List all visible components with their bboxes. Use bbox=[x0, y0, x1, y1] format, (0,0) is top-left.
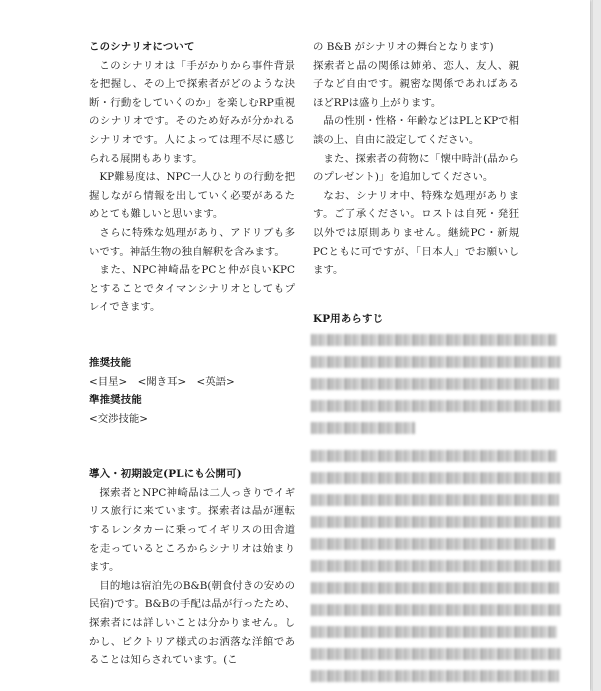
semi-recommended-skills-heading: 準推奨技能 bbox=[89, 394, 142, 407]
redacted-line bbox=[311, 626, 557, 638]
recommended-skills-heading: 推奨技能 bbox=[89, 356, 132, 369]
scenario-about-heading: このシナリオについて bbox=[89, 41, 195, 53]
redacted-line bbox=[311, 516, 561, 528]
special-rules-paragraph: なお、シナリオ中、特殊な処理があります。ご了承ください。ロストは自死・発狂以外では原則ありません。継続PC・新規PCともに可ですが、「日本人」でお願いします。 bbox=[313, 189, 519, 277]
spacer bbox=[89, 428, 295, 465]
spacer bbox=[89, 317, 295, 354]
semi-recommended-skills-list: <交渉技能> bbox=[89, 412, 148, 425]
intro-continuation: の B&B がシナリオの舞台となります) bbox=[313, 41, 494, 53]
about-paragraph-2: KP難易度は、NPC一人ひとりの行動を把握しながら情報を出していく必要があるためとても難しいと思います。 bbox=[89, 171, 295, 221]
character-settings-paragraph: 晶の性別・性格・年齢などはPLとKPで相談の上、自由に設定してください。 bbox=[313, 115, 519, 146]
right-column bbox=[313, 38, 519, 690]
redacted-line bbox=[311, 582, 559, 594]
redacted-line bbox=[311, 538, 555, 550]
about-paragraph-3: さらに特殊な処理があり、アドリブも多いです。神話生物の独自解釈を含みます。 bbox=[89, 226, 295, 258]
intro-heading: 導入・初期設定(PLにも公開可) bbox=[89, 468, 242, 481]
viewer-edge bbox=[592, 0, 601, 691]
pocket-watch-paragraph: また、探索者の荷物に「懐中時計(晶からのプレゼント)」を追加してください。 bbox=[313, 152, 519, 184]
spacer bbox=[313, 280, 519, 310]
redacted-line bbox=[311, 560, 561, 572]
redacted-line bbox=[311, 648, 561, 660]
redacted-line bbox=[311, 604, 561, 616]
kp-synopsis-heading: KP用あらすじ bbox=[313, 312, 384, 325]
redacted-line bbox=[311, 472, 561, 484]
recommended-skills-list: <目星> <聞き耳> <英語> bbox=[89, 375, 235, 388]
redacted-line bbox=[311, 400, 561, 412]
redacted-line bbox=[311, 422, 415, 434]
about-paragraph-1: このシナリオは「手がかりから事件背景を把握し、その上で探索者がどのような決断・行動をしていくのか」を楽しむRP重視のシナリオです。そのため好みが分かれるシナリオです。人によっては理不尽に感じられる展開もあります。 bbox=[89, 59, 295, 165]
redacted-line bbox=[311, 378, 559, 390]
redacted-line bbox=[311, 670, 559, 682]
about-paragraph-4: また、NPC神崎晶をPCと仲が良いKPCとすることでタイマンシナリオとしてもプレイできます。 bbox=[89, 264, 295, 314]
redacted-line bbox=[311, 450, 557, 462]
left-column bbox=[89, 38, 295, 670]
redacted-synopsis bbox=[311, 334, 561, 690]
intro-paragraph-1: 探索者とNPC神崎晶は二人っきりでイギリス旅行に来ています。探索者は晶が運転するレンタカーに乗ってイギリスの田舎道を走っているところからシナリオは始まります。 bbox=[89, 486, 295, 574]
redacted-line bbox=[311, 334, 557, 346]
redacted-line bbox=[311, 356, 561, 368]
relationship-paragraph: 探索者と晶の関係は姉弟、恋人、友人、親子など自由です。親密な関係であればあるほどRPは盛り上がります。 bbox=[313, 59, 519, 109]
intro-paragraph-2: 目的地は宿泊先のB&B(朝食付きの安めの民宿)です。B&Bの手配は晶が行ったため、探索者には詳しいことは分かりません。しかし、ビクトリア様式のお洒落な洋館であることは知らされています。(こ bbox=[89, 579, 295, 667]
redacted-line bbox=[311, 494, 559, 506]
